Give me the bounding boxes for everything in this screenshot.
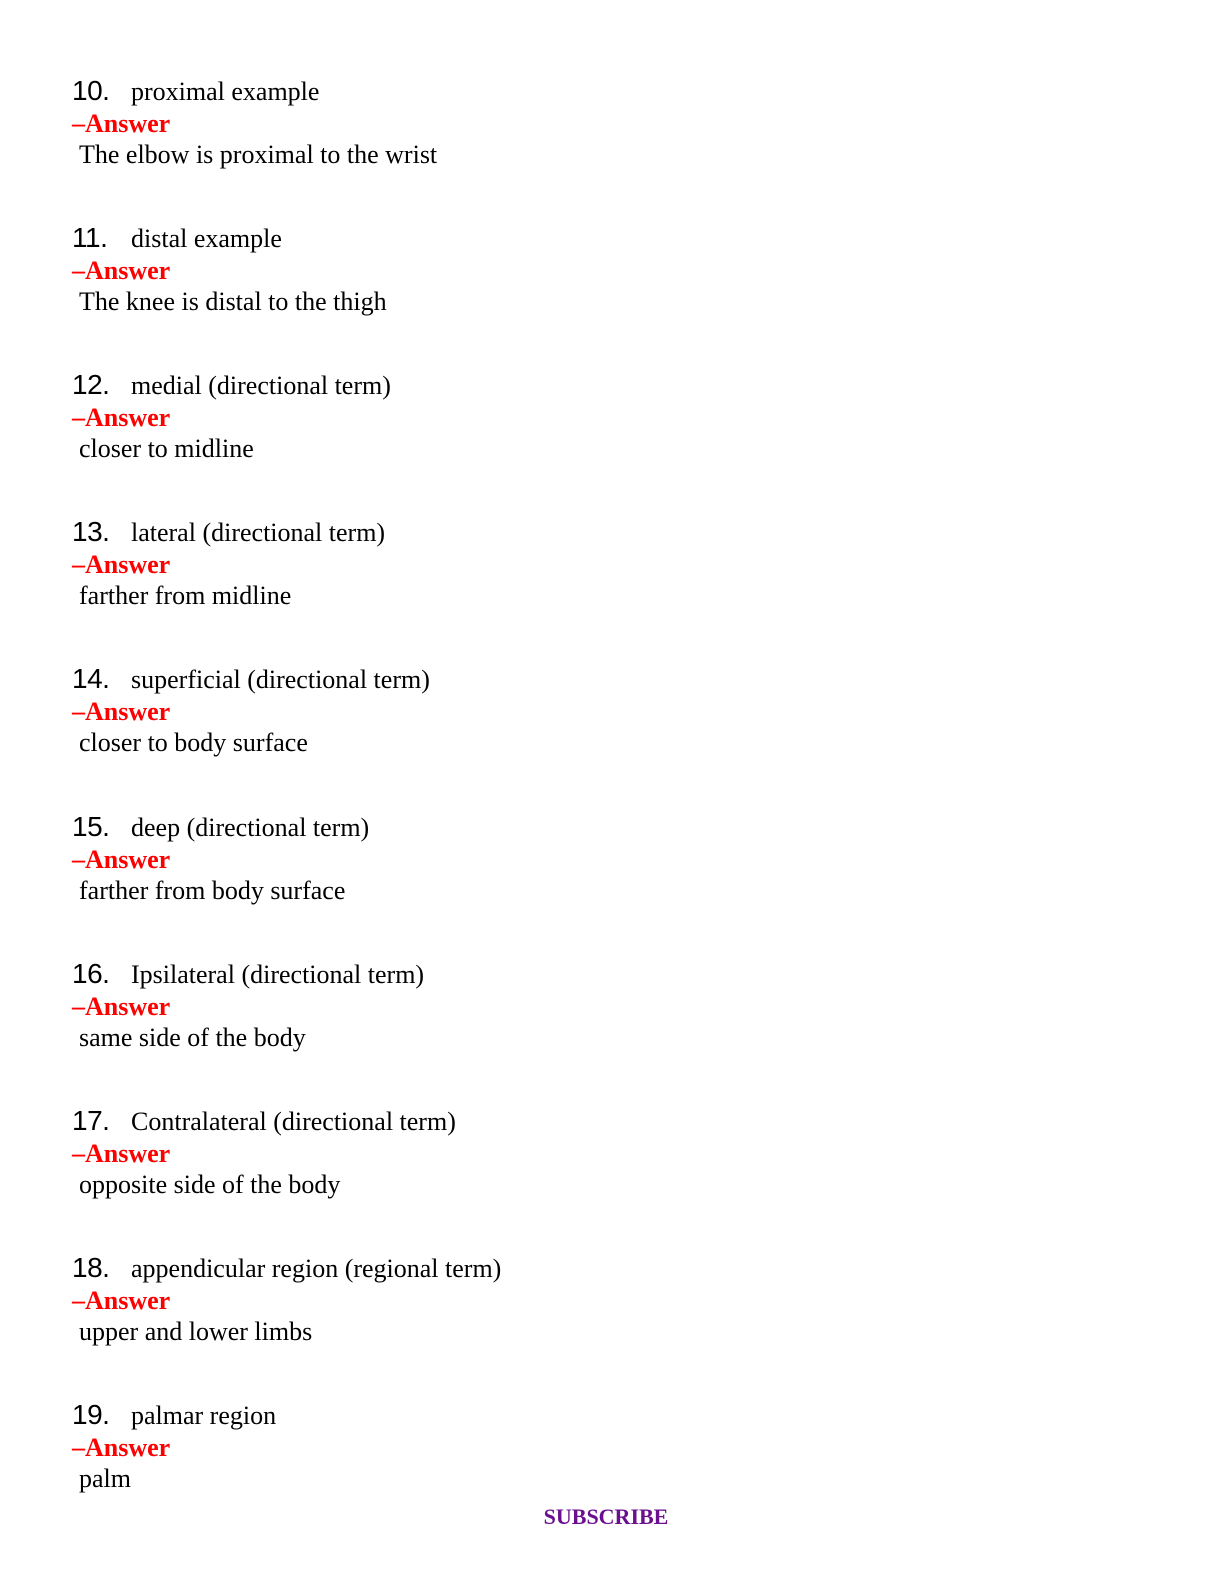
qa-item xyxy=(72,810,972,910)
answer-text: farther from midline xyxy=(79,581,292,610)
question-number: 14. xyxy=(72,663,110,694)
qa-item xyxy=(72,1104,972,1204)
qa-item xyxy=(72,221,972,321)
question-text: palmar region xyxy=(131,1401,277,1430)
question-text: proximal example xyxy=(131,77,320,106)
answer-text: same side of the body xyxy=(79,1023,306,1052)
question-number: 15. xyxy=(72,811,110,842)
answer-label: –Answer xyxy=(72,697,171,726)
question-text: superficial (directional term) xyxy=(131,665,430,694)
question-line xyxy=(72,810,369,844)
qa-item xyxy=(72,957,972,1057)
question-number: 18. xyxy=(72,1252,110,1283)
qa-item xyxy=(72,662,972,762)
answer-text: The elbow is proximal to the wrist xyxy=(79,140,438,169)
question-number: 19. xyxy=(72,1399,110,1430)
question-line xyxy=(72,221,282,255)
answer-label: –Answer xyxy=(72,1139,171,1168)
question-line xyxy=(72,662,430,696)
question-text: distal example xyxy=(131,224,282,253)
question-line xyxy=(72,368,391,402)
question-line xyxy=(72,957,424,991)
answer-text: closer to body surface xyxy=(79,728,308,757)
answer-label: –Answer xyxy=(72,403,171,432)
answer-label: –Answer xyxy=(72,256,171,285)
answer-label: –Answer xyxy=(72,845,171,874)
qa-item xyxy=(72,1251,972,1351)
question-text: deep (directional term) xyxy=(131,813,370,842)
question-line xyxy=(72,1104,456,1138)
question-line xyxy=(72,74,319,108)
question-line xyxy=(72,1398,276,1432)
question-number: 17. xyxy=(72,1105,110,1136)
question-number: 16. xyxy=(72,958,110,989)
answer-text: farther from body surface xyxy=(79,876,346,905)
answer-label: –Answer xyxy=(72,1286,171,1315)
question-text: medial (directional term) xyxy=(131,371,391,400)
question-number: 13. xyxy=(72,516,110,547)
subscribe-link[interactable]: SUBSCRIBE xyxy=(543,1504,669,1529)
question-number: 10. xyxy=(72,75,110,106)
answer-text: The knee is distal to the thigh xyxy=(79,287,387,316)
question-text: lateral (directional term) xyxy=(131,518,386,547)
qa-item xyxy=(72,368,972,468)
question-line xyxy=(72,1251,501,1285)
question-number: 12. xyxy=(72,369,110,400)
answer-text: closer to midline xyxy=(79,434,254,463)
question-line xyxy=(72,515,385,549)
answer-text: palm xyxy=(79,1464,131,1493)
answer-label: –Answer xyxy=(72,550,171,579)
qa-item xyxy=(72,515,972,615)
qa-item xyxy=(72,74,972,174)
qa-item xyxy=(72,1398,972,1498)
question-number: 11. xyxy=(72,222,108,253)
answer-text: upper and lower limbs xyxy=(79,1317,313,1346)
answer-label: –Answer xyxy=(72,992,171,1021)
answer-text: opposite side of the body xyxy=(79,1170,341,1199)
answer-label: –Answer xyxy=(72,1433,171,1462)
question-text: appendicular region (regional term) xyxy=(131,1254,502,1283)
question-text: Ipsilateral (directional term) xyxy=(131,960,425,989)
question-text: Contralateral (directional term) xyxy=(131,1107,456,1136)
answer-label: –Answer xyxy=(72,109,171,138)
